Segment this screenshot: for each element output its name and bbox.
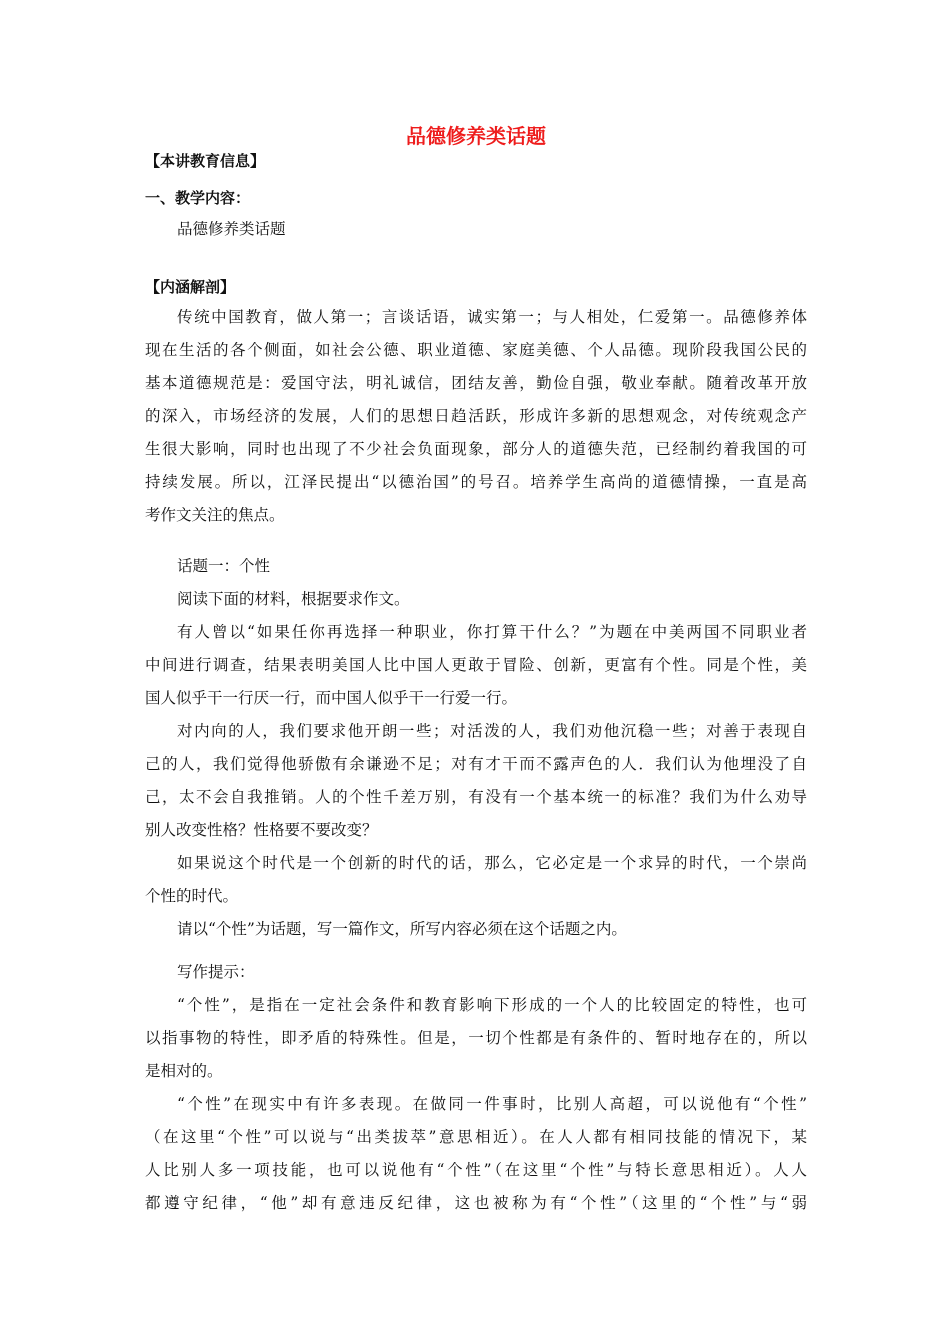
paragraph-line: 生很大影响，同时也出现了不少社会负面现象，部分人的道德失范，已经制约着我国的可 xyxy=(145,440,807,458)
teaching-content: 品德修养类话题 xyxy=(177,220,286,238)
hint-title: 写作提示： xyxy=(177,963,255,981)
paragraph-line: 以指事物的特性，即矛盾的特殊性。但是，一切个性都是有条件的、暂时地存在的，所以 xyxy=(145,1029,807,1047)
hint-section xyxy=(145,989,807,1220)
analysis-paragraph xyxy=(145,301,807,532)
paragraph-line: 有人曾以“如果任你再选择一种职业，你打算干什么？”为题在中美两国不同职业者 xyxy=(177,623,807,641)
paragraph-line: 的深入，市场经济的发展，人们的思想日趋活跃，形成许多新的思想观念，对传统观念产 xyxy=(145,407,807,425)
paragraph-line: 如果说这个时代是一个创新的时代的话，那么，它必定是一个求异的时代，一个崇尚 xyxy=(177,854,807,872)
paragraph-line: “个性”，是指在一定社会条件和教育影响下形成的一个人的比较固定的特性，也可 xyxy=(177,996,807,1014)
paragraph-line: 持续发展。所以，江泽民提出“以德治国”的号召。培养学生高尚的道德情操，一直是高 xyxy=(145,473,807,491)
paragraph-line: 个性的时代。 xyxy=(145,887,239,905)
section-info-heading: 【本讲教育信息】 xyxy=(145,152,266,170)
document-title: 品德修养类话题 xyxy=(406,124,546,148)
paragraph-line: 己的人，我们觉得他骄傲有余谦逊不足；对有才干而不露声色的人．我们认为他埋没了自 xyxy=(145,755,807,773)
teaching-heading: 一、教学内容： xyxy=(145,189,251,207)
paragraph-line: 现在生活的各个侧面，如社会公德、职业道德、家庭美德、个人品德。现阶段我国公民的 xyxy=(145,341,807,359)
paragraph-line: 中间进行调查，结果表明美国人比中国人更敢于冒险、创新，更富有个性。同是个性，美 xyxy=(145,656,807,674)
paragraph-line: 己，太不会自我推销。人的个性千差万别，有没有一个基本统一的标准？我们为什么劝导 xyxy=(145,788,807,806)
paragraph-line: （在这里“个性”可以说与“出类拔萃”意思相近）。在人人都有相同技能的情况下，某 xyxy=(145,1128,807,1146)
paragraph-line: 请以“个性”为话题，写一篇作文，所写内容必须在这个话题之内。 xyxy=(177,920,627,938)
analysis-heading: 【内涵解剖】 xyxy=(145,278,236,296)
paragraph-line: 国人似乎干一行厌一行，而中国人似乎干一行爱一行。 xyxy=(145,689,518,707)
paragraph-line: 别人改变性格？性格要不要改变？ xyxy=(145,821,378,839)
material-section xyxy=(145,616,807,946)
paragraph-line: 人比别人多一项技能，也可以说他有“个性”（在这里“个性”与特长意思相近）。人人 xyxy=(145,1161,807,1179)
paragraph-line: 传统中国教育，做人第一；言谈话语，诚实第一；与人相处，仁爱第一。品德修养体 xyxy=(177,308,807,326)
paragraph-line: 都遵守纪律，“他”却有意违反纪律，这也被称为有“个性”（这里的“个性”与“弱 xyxy=(145,1194,807,1212)
paragraph-line: 考作文关注的焦点。 xyxy=(145,506,285,524)
paragraph-line: 是相对的。 xyxy=(145,1062,223,1080)
paragraph-line: “个性”在现实中有许多表现。在做同一件事时，比别人高超，可以说他有“个性” xyxy=(177,1095,807,1113)
topic-title: 话题一：个性 xyxy=(177,557,271,575)
paragraph-line: 对内向的人，我们要求他开朗一些；对活泼的人，我们劝他沉稳一些；对善于表现自 xyxy=(177,722,807,740)
topic-instruction: 阅读下面的材料，根据要求作文。 xyxy=(177,590,410,608)
paragraph-line: 基本道德规范是：爱国守法，明礼诚信，团结友善，勤俭自强，敬业奉献。随着改革开放 xyxy=(145,374,807,392)
